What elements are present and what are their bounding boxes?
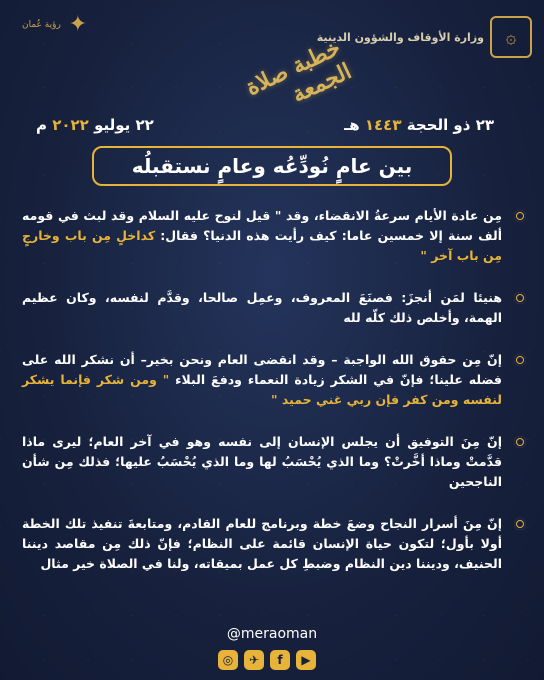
facebook-icon[interactable]: f bbox=[270, 650, 290, 670]
date-row bbox=[0, 116, 544, 140]
ministry-name: وزارة الأوقاف والشؤون الدينية bbox=[316, 30, 484, 44]
oman-emblem-icon: ✦ bbox=[68, 12, 88, 37]
list-item: مِن عادة الأيام سرعةُ الانقضاء، وقد " قيل لنوح عليه السلام وقد لبث في قومه ألف سنة إلا خمسين عاما: كيف رأيت هذه الدنيا؟ فقال: كداخلٍ مِن باب وخارجٍ مِن باب آخر " bbox=[22, 206, 526, 266]
calligraphy-text: خطبة صلاة الجمعة bbox=[241, 34, 356, 109]
hijri-date: ٢٣ ذو الحجة ١٤٤٣ هـ bbox=[344, 116, 494, 134]
bullet-icon bbox=[514, 518, 526, 530]
ministry-emblem-icon: ۞ bbox=[490, 16, 532, 58]
bullet-icon bbox=[514, 354, 526, 366]
bullet-icon bbox=[514, 436, 526, 448]
oman-logo-text: رؤية عُمان bbox=[22, 20, 61, 30]
social-icons bbox=[218, 650, 316, 670]
list-item: إنّ مِن حقوق الله الواجبة – وقد انقضى العام ونحن بخير– أن نشكر الله على فضله علينا؛ فإنّ في الشكر زيادة النعماء ودفعَ البلاء " ومن شكر فإنما يشكر لنفسه ومن كفر فإن ربي غني حميد " bbox=[22, 350, 526, 410]
list-item: إنّ مِنَ التوفيق أن يجلس الإنسان إلى نفسه وهو في آخر العام؛ ليرى ماذا قدَّمتْ وماذا أخَّرتْ؟ وما الذي يُحْسَبُ لها وما الذي يُحْسَبُ عليها؛ فذلك مِن شأن الناجحين bbox=[22, 432, 526, 492]
youtube-icon[interactable]: ▶ bbox=[296, 650, 316, 670]
bullet-icon bbox=[514, 210, 526, 222]
bullet-icon bbox=[514, 292, 526, 304]
list-item: هنيئا لمَن أنجزَ: فصنَعَ المعروف، وعمِل صالحا، وقدَّم لنفسه، وكان عظيم الهمة، وأخلص ذلك كلّه لله bbox=[22, 288, 526, 328]
sermon-title: بين عامٍ نُودِّعُه وعامٍ نستقبلُه bbox=[131, 154, 413, 178]
sermon-points bbox=[22, 206, 526, 574]
instagram-icon[interactable]: ◎ bbox=[218, 650, 238, 670]
oman-vision-logo bbox=[22, 12, 91, 38]
social-handle[interactable]: @meraoman bbox=[226, 626, 318, 642]
twitter-icon[interactable]: ✈ bbox=[244, 650, 264, 670]
list-item: إنّ مِنَ أسرار النجاح وضعَ خطة وبرنامج للعام القادم، ومتابعةَ تنفيذ تلك الخطة أولا بأول؛ لتكون حياة الإنسان قائمة على النظام؛ فإنّ ذلك مِن مقاصد ديننا الحنيف، وديننا دين النظام وضبطِ كل عمل بميقاته، ولنا في الصلاة خير مثال bbox=[22, 514, 526, 574]
gregorian-date: ٢٢ يوليو ٢٠٢٢ م bbox=[36, 116, 154, 134]
sermon-title-box bbox=[92, 146, 452, 186]
